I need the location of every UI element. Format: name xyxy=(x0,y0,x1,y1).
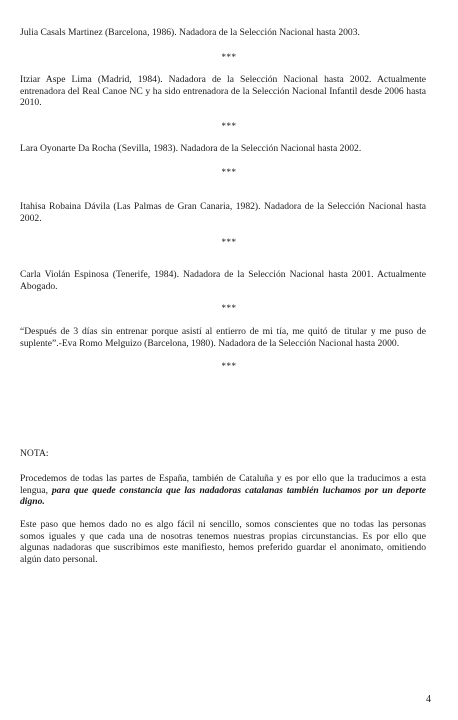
separator: *** xyxy=(221,237,237,247)
separator: *** xyxy=(221,361,237,371)
note-heading: NOTA: xyxy=(20,448,49,459)
note-paragraph-1-emphasis: para que quede constancia que las nadadoras catalanas también luchamos por un deporte digno. xyxy=(20,484,426,508)
note-paragraph-2: Este paso que hemos dado no es algo fácil ni sencillo, somos conscientes que no todas las personas somos iguales y que cada una de nosotras tenemos nuestras propias circunstancias. Es por ello que algunas nadadoras que suscribimos este manifiesto, hemos preferido guardar el anonimato, omitiendo algún dato personal. xyxy=(20,519,426,565)
note-paragraph-1-text: Procedemos de todas las partes de España, también de Cataluña y es por ello que la traducimos a esta lengua, xyxy=(20,473,426,496)
separator: *** xyxy=(221,303,237,313)
quote-eva-romo: “Después de 3 días sin entrenar porque asistí al entierro de mi tía, me quitó de titular y me puso de suplente”.-Eva Romo Melguizo (Barcelona, 1980). Nadadora de la Selección Nacional hasta 2000. xyxy=(20,326,426,349)
separator: *** xyxy=(221,121,237,131)
entry-carla-violan: Carla Violán Espinosa (Tenerife, 1984). Nadadora de la Selección Nacional hasta 2001. Actualmente Abogado. xyxy=(20,269,426,292)
entry-itziar-aspe: Itziar Aspe Lima (Madrid, 1984). Nadadora de la Selección Nacional hasta 2002. Actualmente entrenadora del Real Canoe NC y ha sido entrenadora de la Selección Nacional Infantil desde 2006 hasta 2010. xyxy=(20,74,426,109)
entry-lara-oyonarte: Lara Oyonarte Da Rocha (Sevilla, 1983). Nadadora de la Selección Nacional hasta 2002. xyxy=(20,143,362,154)
entry-itahisa-robaina: Itahisa Robaina Dávila (Las Palmas de Gran Canaria, 1982). Nadadora de la Selección Nacional hasta 2002. xyxy=(20,201,426,224)
separator: *** xyxy=(221,52,237,62)
separator: *** xyxy=(221,167,237,177)
page-number: 4 xyxy=(426,694,431,705)
entry-julia-casals: Julia Casals Martinez (Barcelona, 1986). Nadadora de la Selección Nacional hasta 2003. xyxy=(20,27,360,38)
note-paragraph-1 xyxy=(20,473,426,508)
